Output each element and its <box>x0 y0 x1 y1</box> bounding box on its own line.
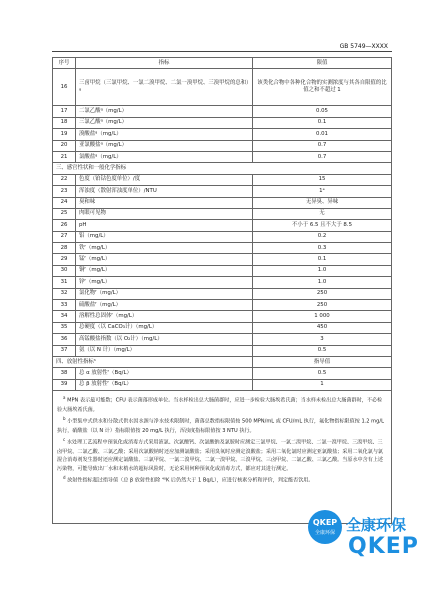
row-seq: 25 <box>53 208 76 219</box>
table-row <box>53 300 392 311</box>
row-limit: 3 <box>253 334 392 345</box>
table-row <box>53 334 392 345</box>
row-item: 高锰酸盐指数（以 O₂计）（mg/L） <box>76 334 253 345</box>
row-limit: 1 <box>253 379 392 390</box>
table-row <box>53 243 392 254</box>
row-seq: 29 <box>53 254 76 265</box>
row-limit: 不小于 6.5 且不大于 8.5 <box>253 220 392 231</box>
row-seq: 20 <box>53 140 76 151</box>
row-item: 总 β 放射性ᶠ（Bq/L） <box>76 379 253 390</box>
row-limit: 0.5 <box>253 345 392 356</box>
row-seq: 18 <box>53 117 76 128</box>
header-item: 指标 <box>76 58 253 69</box>
row-seq: 39 <box>53 379 76 390</box>
row-item: 氯化物ᶠ（mg/L） <box>76 288 253 299</box>
row-item: 色度（铂钴色度单位）/度 <box>76 174 253 185</box>
row-limit: 0.3 <box>253 243 392 254</box>
table-note <box>57 416 387 435</box>
row-item: 二氯乙酸ᵍ（mg/L） <box>76 106 253 117</box>
table-row <box>53 265 392 276</box>
qkep-logo <box>308 510 342 544</box>
rows-group-c <box>53 368 392 391</box>
row-seq: 36 <box>53 334 76 345</box>
row-limit: 1 000 <box>253 311 392 322</box>
note-text: 放射性指标超过指导值（总 β 放射性扣除 ⁴⁰K 后仍然大于 1 Bq/L），应进行核素分析和评价，判定能否饮用。 <box>67 478 314 485</box>
table-note <box>57 475 387 485</box>
notes-cell <box>53 391 392 524</box>
note-text: 水处理工艺流程中预氧化或消毒方式采用液氯、次氯酸钙、次氯酸钠及氯胺时应测定三氯甲烷、一氯二溴甲烷、二氯一溴甲烷、三溴甲烷、三卤甲烷、二氯乙酸、三氯乙酸；采用次氯酸钠时还应加测氯酸盐；采用臭氧时应测定溴酸盐；采用二氧化氯时应测定亚氯酸盐；采用二氧化氯与氯混合消毒剂发生器时还应测定氯酸盐、三氯甲烷、一氯二溴甲烷、二氯一溴甲烷、三溴甲烷、三卤甲烷、二氯乙酸、三氯乙酸。当原水中含有上述污染物，可能导致出厂水和末梢水的超标风险时，无论采用何种预氧化或消毒方式，都应对其进行测定。 <box>57 439 384 472</box>
row-item: 锌ᶠ（mg/L） <box>76 277 253 288</box>
row-limit: 1ᵉ <box>253 186 392 197</box>
row-seq: 34 <box>53 311 76 322</box>
indicator-table <box>52 57 392 524</box>
row-seq: 24 <box>53 197 76 208</box>
row-limit: 0.7 <box>253 151 392 162</box>
row-seq: 30 <box>53 265 76 276</box>
row-limit: 该类化合物中各种化合物的实测浓度与其各自限值的比值之和不超过 1 <box>253 69 392 106</box>
table-row <box>53 311 392 322</box>
row-limit: 0.2 <box>253 231 392 242</box>
note-mark: b <box>63 416 66 422</box>
logo-text: QKEP <box>312 518 338 527</box>
table-row <box>53 208 392 219</box>
row-limit: 15 <box>253 174 392 185</box>
note-text: MPN 表示最可能数；CFU 表示菌落形成单位。当水样检出总大肠菌群时，应进一步检验大肠埃希氏菌；当水样未检出总大肠菌群时，不必检验大肠埃希氏菌。 <box>57 397 383 413</box>
row-seq: 16 <box>53 69 76 106</box>
note-mark: d <box>63 475 66 481</box>
table-header-row <box>53 58 392 69</box>
row-seq: 35 <box>53 322 76 333</box>
table-note <box>57 437 387 473</box>
row-item: 铜ᶠ（mg/L） <box>76 265 253 276</box>
notes-row <box>53 391 392 524</box>
row-limit: 0.1 <box>253 254 392 265</box>
row-item: 铝（mg/L） <box>76 231 253 242</box>
note-mark: c <box>63 437 66 443</box>
row-seq: 38 <box>53 368 76 379</box>
row-seq: 26 <box>53 220 76 231</box>
table-note <box>57 395 387 414</box>
table-row <box>53 277 392 288</box>
watermark-brand-cn: 全康环保 <box>346 516 407 534</box>
row-seq: 19 <box>53 129 76 140</box>
table-row <box>53 345 392 356</box>
table-row <box>53 368 392 379</box>
row-limit: 1.0 <box>253 277 392 288</box>
table-row <box>53 322 392 333</box>
row-limit: 450 <box>253 322 392 333</box>
table-row <box>53 220 392 231</box>
row-limit: 无异臭、异味 <box>253 197 392 208</box>
row-item: 肉眼可见物 <box>76 208 253 219</box>
section-row <box>53 356 392 367</box>
row-item: 硫酸盐ᶠ（mg/L） <box>76 300 253 311</box>
row-seq: 17 <box>53 106 76 117</box>
row-item: 溶解性总固体ᶠ（mg/L） <box>76 311 253 322</box>
table-row <box>53 117 392 128</box>
document-code: GB 5749—XXXX <box>339 43 388 50</box>
row-seq: 37 <box>53 345 76 356</box>
section-title-4: 四、放射性指标ʰ <box>53 356 253 367</box>
row-limit: 0.01 <box>253 129 392 140</box>
table-row <box>53 379 392 390</box>
section-row <box>53 163 392 174</box>
rows-group-b <box>53 174 392 356</box>
row-seq: 23 <box>53 186 76 197</box>
note-mark: a <box>63 395 66 401</box>
row-seq: 28 <box>53 243 76 254</box>
section-guide-label: 指导值 <box>253 356 392 367</box>
row-limit: 0.1 <box>253 117 392 128</box>
row-item: 氨（以 N 计）（mg/L） <box>76 345 253 356</box>
logo-subtext: 全康环保 <box>314 530 335 536</box>
row-seq: 32 <box>53 288 76 299</box>
table-row <box>53 254 392 265</box>
row-item: 三氯乙酸ᵍ（mg/L） <box>76 117 253 128</box>
row-seq: 27 <box>53 231 76 242</box>
table-row <box>53 151 392 162</box>
row-item: 总 α 放射性ᶠ（Bq/L） <box>76 368 253 379</box>
section-title-3: 三、感官性状和一般化学指标 <box>53 163 392 174</box>
table-row <box>53 69 392 106</box>
row-item: 铁ᶠ（mg/L） <box>76 243 253 254</box>
row-limit: 0.7 <box>253 140 392 151</box>
row-item: pH <box>76 220 253 231</box>
row-seq: 33 <box>53 300 76 311</box>
table-row <box>53 231 392 242</box>
row-item: 溴酸盐ᵍ（mg/L） <box>76 129 253 140</box>
table-row <box>53 106 392 117</box>
row-item: 浑浊度（散射浑浊度单位）/NTU <box>76 186 253 197</box>
row-limit: 0.05 <box>253 106 392 117</box>
table-row <box>53 288 392 299</box>
row-item: 总硬度（以 CaCO₃计）（mg/L） <box>76 322 253 333</box>
row-item: 三卤甲烷（三氯甲烷、一氯二溴甲烷、二氯一溴甲烷、三溴甲烷的总和）ᵍ <box>76 69 253 106</box>
header-rule <box>52 51 392 52</box>
table-row <box>53 174 392 185</box>
row-limit: 250 <box>253 300 392 311</box>
header-limit: 限值 <box>253 58 392 69</box>
rows-group-a <box>53 106 392 163</box>
table-row <box>53 129 392 140</box>
row-limit: 1.0 <box>253 265 392 276</box>
row-item: 臭和味 <box>76 197 253 208</box>
row-limit: 0.5 <box>253 368 392 379</box>
row-limit: 无 <box>253 208 392 219</box>
row-seq: 31 <box>53 277 76 288</box>
row-item: 亚氯酸盐ᵍ（mg/L） <box>76 140 253 151</box>
row-seq: 22 <box>53 174 76 185</box>
table-row <box>53 197 392 208</box>
header-seq: 序号 <box>53 58 76 69</box>
note-text: 小型集中式供水和分散式供水因水源与净水技术限制时，菌落总数指标限值按 500 MPN/mL 或 CFU/mL 执行，氟化物指标限值按 1.2 mg/L 执行，硝酸盐（以 N 计）指标限值按 20 mg/L 执行，浑浊度指标限值按 3 NTU 执行。 <box>57 418 384 434</box>
row-item: 锰ᶠ（mg/L） <box>76 254 253 265</box>
row-seq: 21 <box>53 151 76 162</box>
table-row <box>53 140 392 151</box>
row-item: 氯酸盐ᵍ（mg/L） <box>76 151 253 162</box>
watermark-brand-en: QKEP <box>348 534 419 559</box>
row-limit: 250 <box>253 288 392 299</box>
table-row <box>53 186 392 197</box>
